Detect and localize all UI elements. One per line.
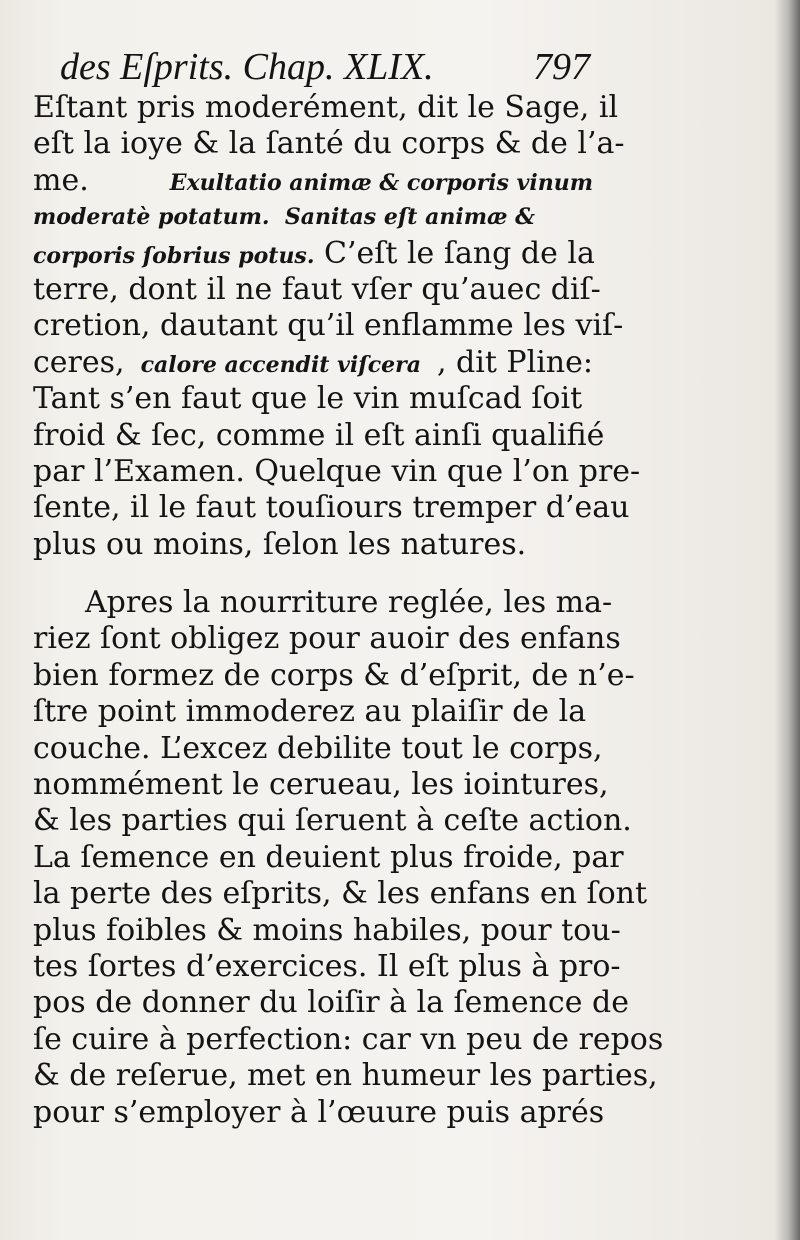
paragraph bbox=[33, 90, 641, 563]
text-segment: pour s’employer à l’œuure puis aprés bbox=[33, 1094, 605, 1130]
text-line bbox=[33, 985, 629, 1021]
text-line bbox=[33, 912, 621, 949]
text-line bbox=[33, 694, 593, 730]
running-head: des Eſprits. Chap. XLIX. bbox=[60, 46, 434, 88]
text-line bbox=[33, 453, 641, 490]
text-segment: , dit Pline: bbox=[427, 344, 593, 380]
latin-quotation: calore accendit viſcera bbox=[140, 351, 421, 378]
text-segment: ſe cuire à perfection: car vn peu de repos bbox=[33, 1021, 664, 1057]
text-line bbox=[33, 527, 593, 563]
latin-quotation: Exultatio animæ & corporis vinum bbox=[169, 169, 593, 196]
text-line bbox=[33, 381, 593, 417]
text-line bbox=[33, 803, 632, 839]
text-segment: ceres, bbox=[33, 344, 135, 380]
text-line bbox=[33, 876, 648, 912]
text-segment: & de reſerue, met en humeur les parties, bbox=[33, 1058, 658, 1094]
text-line bbox=[33, 490, 630, 526]
text-line bbox=[33, 90, 619, 126]
latin-quotation: corporis ſobrius potus. bbox=[33, 242, 315, 269]
text-line bbox=[33, 621, 621, 657]
body-text bbox=[33, 90, 664, 1131]
text-segment: froid & ſec, comme il eſt ainſi qualifié bbox=[33, 417, 605, 453]
text-segment: pos de donner du loiſir à la ſemence de bbox=[33, 985, 629, 1021]
page-number: 797 bbox=[533, 46, 590, 88]
text-line bbox=[33, 657, 635, 694]
text-segment: cretion, dautant qu’il enflamme les viſ- bbox=[33, 308, 624, 344]
text-line bbox=[33, 839, 624, 876]
text-segment: Apres la nourriture reglée, les ma- bbox=[85, 585, 613, 621]
text-line bbox=[33, 1094, 605, 1131]
text-segment: riez ſont obligez pour auoir des enfans bbox=[33, 621, 621, 657]
text-line bbox=[33, 199, 593, 235]
text-line bbox=[33, 948, 621, 985]
text-segment: Eſtant pris moderément, dit le Sage, il bbox=[33, 90, 619, 125]
text-segment: nommément le cerueau, les iointures, bbox=[33, 767, 609, 803]
text-segment: & les parties qui ſeruent à ceſte action. bbox=[33, 803, 632, 839]
text-segment: ſtre point immoderez au plaiſir de la bbox=[33, 694, 587, 730]
text-segment: plus ou moins, ſelon les natures. bbox=[33, 526, 527, 562]
text-segment: C’eſt le ſang de la bbox=[314, 235, 595, 271]
text-segment: me. bbox=[33, 162, 99, 198]
text-line bbox=[33, 163, 593, 199]
text-segment: bien formez de corps & d’eſprit, de n’e- bbox=[33, 657, 635, 693]
page-edge-shadow bbox=[774, 0, 800, 1240]
text-segment: ſente, il le faut touſiours tremper d’eau bbox=[33, 490, 630, 526]
text-segment: la perte des eſprits, & les enfans en ſont bbox=[33, 876, 648, 912]
text-line bbox=[33, 585, 613, 621]
text-segment: par l’Examen. Quelque vin que l’on pre- bbox=[33, 453, 641, 489]
text-segment: eſt la ioye & la ſanté du corps & de l’a- bbox=[33, 126, 625, 162]
text-line bbox=[33, 236, 593, 272]
text-segment: Tant s’en faut que le vin muſcad ſoit bbox=[33, 381, 583, 417]
text-line bbox=[33, 1021, 664, 1058]
text-segment: tes ſortes d’exercices. Il eſt plus à pro- bbox=[33, 948, 621, 984]
text-line bbox=[33, 345, 593, 381]
text-line bbox=[33, 308, 624, 344]
page-header bbox=[60, 44, 590, 90]
text-segment: La ſemence en deuient plus froide, par bbox=[33, 839, 624, 875]
text-segment: plus foibles & moins habiles, pour tou- bbox=[33, 912, 621, 948]
text-line bbox=[33, 1058, 658, 1094]
text-line bbox=[33, 767, 609, 803]
text-segment: terre, dont il ne faut vſer qu’auec diſ- bbox=[33, 271, 601, 307]
text-line bbox=[33, 126, 625, 162]
text-line bbox=[33, 730, 603, 767]
latin-quotation: moderatè potatum. Sanitas eſt animæ & bbox=[33, 204, 536, 231]
paragraph bbox=[33, 585, 664, 1131]
text-segment: couche. L’excez debilite tout le corps, bbox=[33, 730, 603, 766]
text-line bbox=[33, 271, 601, 308]
text-line bbox=[33, 417, 605, 454]
